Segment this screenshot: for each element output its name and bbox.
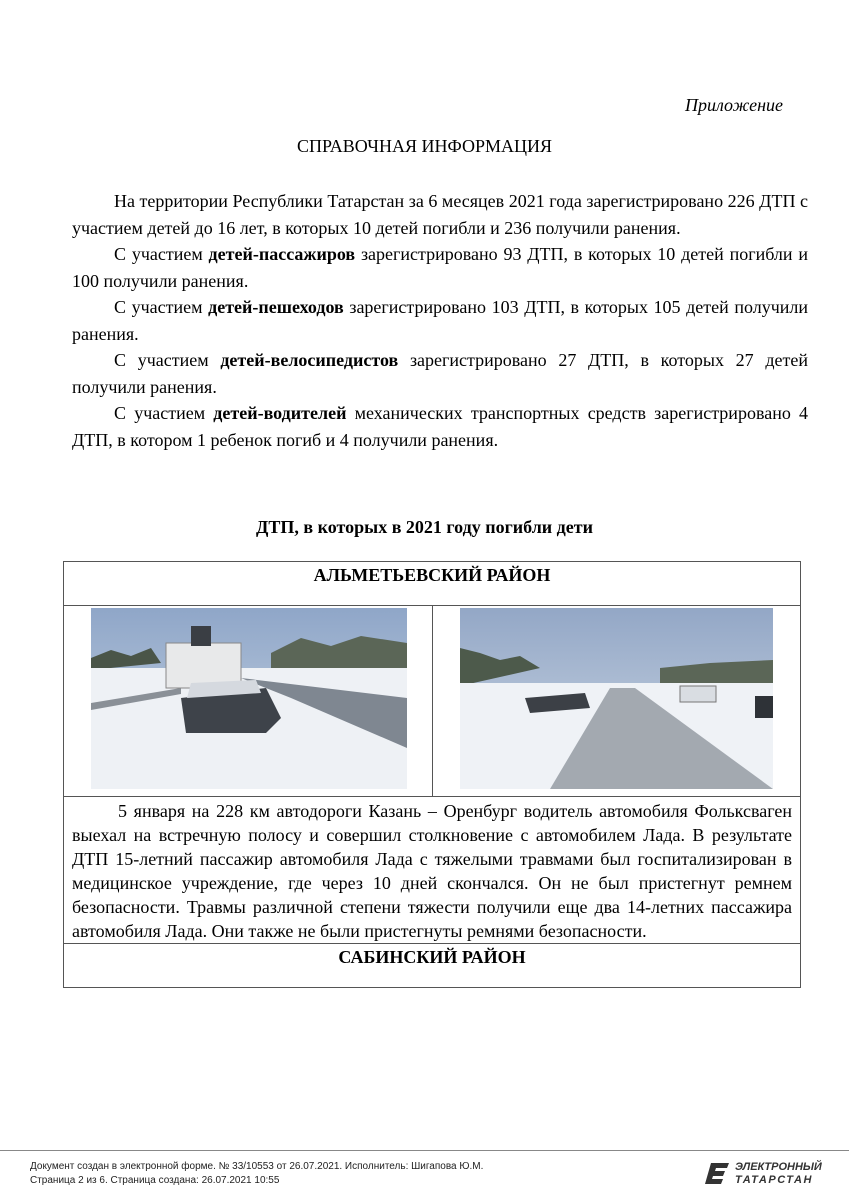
text-bold: детей-велосипедистов [220,350,399,370]
paragraph-passengers [72,241,808,294]
district-sabinsky: САБИНСКИЙ РАЙОН [64,944,801,988]
logo-text [735,1161,822,1187]
footer-text [30,1160,483,1188]
accident-photo-1 [91,608,407,789]
footer-line-1: Документ создан в электронной форме. № 33/10553 от 26.07.2021. Исполнитель: Шигапова Ю.М. [30,1161,484,1172]
text-post: зарегистрировано 93 ДТП, в которых 10 детей погибли и 100 получили ранения. [72,244,808,291]
document-title: СПРАВОЧНАЯ ИНФОРМАЦИЯ [297,136,552,156]
photo-cell-right [432,606,801,797]
description-text: 5 января на 228 км автодороги Казань – Оренбург водитель автомобиля Фольксваген выехал на встречную полосу и совершил столкновение с автомобилем Лада. В результате ДТП 15-летний пассажир автомобиля Лада с тяжелыми травмами был госпитализирован в медицинское учреждение, где через 10 дней скончался. Он не был пристегнут ремнем безопасности. Травмы различной степени тяжести получили еще два 14-летних пассажира автомобиля Лада. Они также не были пристегнуты ремнями безопасности. [72,801,792,941]
incident-description [64,797,801,944]
footer-line-2: Страница 2 из 6. Страница создана: 26.07.2021 10:55 [30,1175,280,1186]
photo-cell-left [64,606,433,797]
footer-divider [0,1150,849,1151]
logo-emblem-icon [705,1160,731,1186]
text-pre: С участием [114,244,209,264]
text-bold: детей-пассажиров [208,244,356,264]
accident-photo-2 [460,608,773,789]
section-heading: ДТП, в которых в 2021 году погибли дети [256,517,593,537]
incidents-table [63,561,801,988]
paragraph-drivers [72,400,808,453]
text-bold: детей-пешеходов [208,297,344,317]
logo-line-2: ТАТАРСТАН [735,1174,813,1186]
text-pre: С участием [114,403,214,423]
paragraph-pedestrians [72,294,808,347]
text-pre: С участием [114,350,221,370]
district-almetyevsk: АЛЬМЕТЬЕВСКИЙ РАЙОН [64,562,801,606]
text-post: зарегистрировано 103 ДТП, в которых 105 детей получили ранения. [72,297,808,344]
text-pre: С участием [114,297,209,317]
electronic-tatarstan-logo [705,1160,822,1188]
summary-text [72,188,808,453]
text-post: зарегистрировано 27 ДТП, в которых 27 детей получили ранения. [72,350,809,397]
appendix-label: Приложение [684,95,783,115]
logo-line-1: ЭЛЕКТРОННЫЙ [735,1161,822,1173]
paragraph-total: На территории Республики Татарстан за 6 месяцев 2021 года зарегистрировано 226 ДТП с участием детей до 16 лет, в которых 10 детей погибли и 236 получили ранения. [72,191,808,238]
paragraph-cyclists [72,347,808,400]
text-post: механических транспортных средств зарегистрировано 4 ДТП, в котором 1 ребенок погиб и 4 получили ранения. [72,403,809,450]
text-bold: детей-водителей [213,403,347,423]
